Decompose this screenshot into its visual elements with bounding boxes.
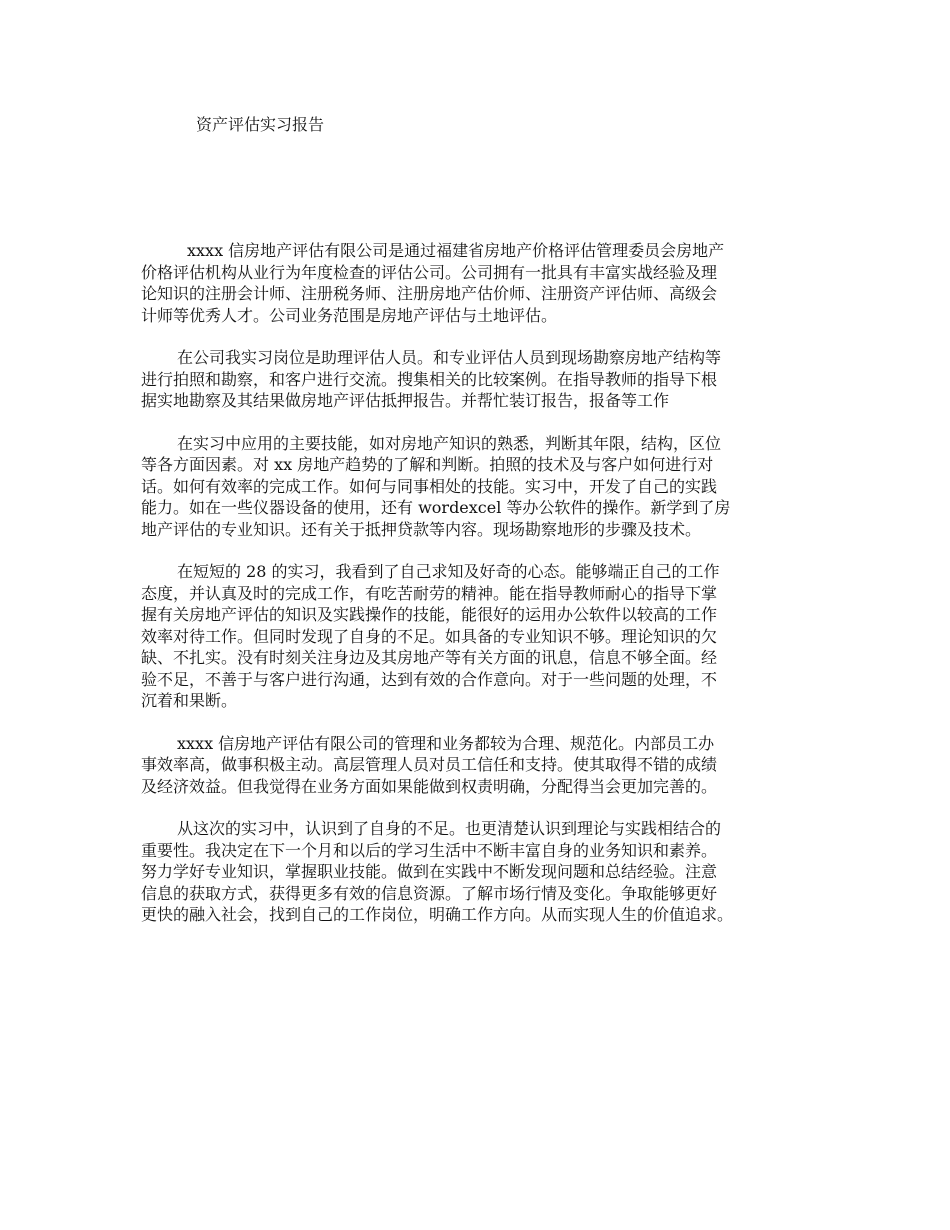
text-line: 及经济效益。但我觉得在业务方面如果能做到权责明确，分配得当会更加完善的。 [141, 776, 718, 796]
text-line: 在公司我实习岗位是助理评估人员。和专业评估人员到现场勘察房地产结构等 [177, 348, 722, 367]
text-line: 等各方面因素。对 xx 房地产趋势的了解和判断。拍照的技术及与客户如何进行对 [141, 455, 714, 474]
text-line: 更快的融入社会，找到自己的工作岗位，明确工作方向。从而实现人生的价值追求。 [141, 905, 734, 924]
text-line: 事效率高，做事积极主动。高层管理人员对员工信任和支持。使其取得不错的成绩 [141, 755, 718, 774]
paragraph-company-intro [141, 240, 821, 326]
text-line: 验不足，不善于与客户进行沟通，达到有效的合作意向。对于一些问题的处理，不 [141, 669, 718, 689]
paragraph-internship-role [141, 347, 821, 412]
paragraph-skills-applied [141, 433, 821, 541]
text-line: 信息的获取方式，获得更多有效的信息资源。了解市场行情及变化。争取能够更好 [141, 883, 718, 903]
text-line: 缺、不扎实。没有时刻关注身边及其房地产等有关方面的讯息，信息不够全面。经 [141, 648, 718, 667]
text-line: 进行拍照和勘察，和客户进行交流。搜集相关的比较案例。在指导教师的指导下根 [141, 369, 718, 389]
paragraph-company-management [141, 733, 821, 798]
text-line: 价格评估机构从业行为年度检查的评估公司。公司拥有一批具有丰富实战经验及理 [141, 262, 718, 282]
text-line: 效率对待工作。但同时发现了自身的不足。如具备的专业知识不够。理论知识的欠 [141, 626, 718, 646]
document-title: 资产评估实习报告 [196, 115, 325, 134]
text-line: 握有关房地产评估的知识及实践操作的技能，能很好的运用办公软件以较高的工作 [141, 605, 718, 624]
text-line: 在实习中应用的主要技能，如对房地产知识的熟悉，判断其年限，结构，区位 [177, 433, 722, 453]
text-line: xxxx 信房地产评估有限公司是通过福建省房地产价格评估管理委员会房地产 [187, 241, 725, 260]
paragraph-self-reflection [141, 561, 821, 712]
text-line: 据实地勘察及其结果做房地产评估抵押报告。并帮忙装订报告，报备等工作 [141, 391, 670, 410]
text-line: 努力学好专业知识，掌握职业技能。做到在实践中不断发现问题和总结经验。注意 [141, 862, 718, 881]
text-line: xxxx 信房地产评估有限公司的管理和业务都较为合理、规范化。内部员工办 [177, 733, 715, 753]
paragraph-conclusion [141, 818, 821, 926]
text-line: 话。如何有效率的完成工作。如何与同事相处的技能。实习中，开发了自己的实践 [141, 476, 718, 496]
text-line: 在短短的 28 的实习，我看到了自己求知及好奇的心态。能够端正自己的工作 [177, 562, 720, 581]
text-line: 论知识的注册会计师、注册税务师、注册房地产估价师、注册资产评估师、高级会 [141, 284, 718, 303]
text-line: 态度，并认真及时的完成工作，有吃苦耐劳的精神。能在指导教师耐心的指导下掌 [141, 583, 718, 603]
text-line: 沉着和果断。 [141, 691, 238, 710]
document-body [141, 240, 821, 947]
text-line: 从这次的实习中，认识到了自身的不足。也更清楚认识到理论与实践相结合的 [177, 819, 722, 838]
text-line: 能力。如在一些仪器设备的使用，还有 wordexcel 等办公软件的操作。新学到了房 [141, 498, 731, 517]
text-line: 地产评估的专业知识。还有关于抵押贷款等内容。现场勘察地形的步骤及技术。 [141, 519, 702, 539]
text-line: 重要性。我决定在下一个月和以后的学习生活中不断丰富自身的业务知识和素养。 [141, 840, 718, 860]
text-line: 计师等优秀人才。公司业务范围是房地产评估与土地评估。 [141, 305, 558, 325]
